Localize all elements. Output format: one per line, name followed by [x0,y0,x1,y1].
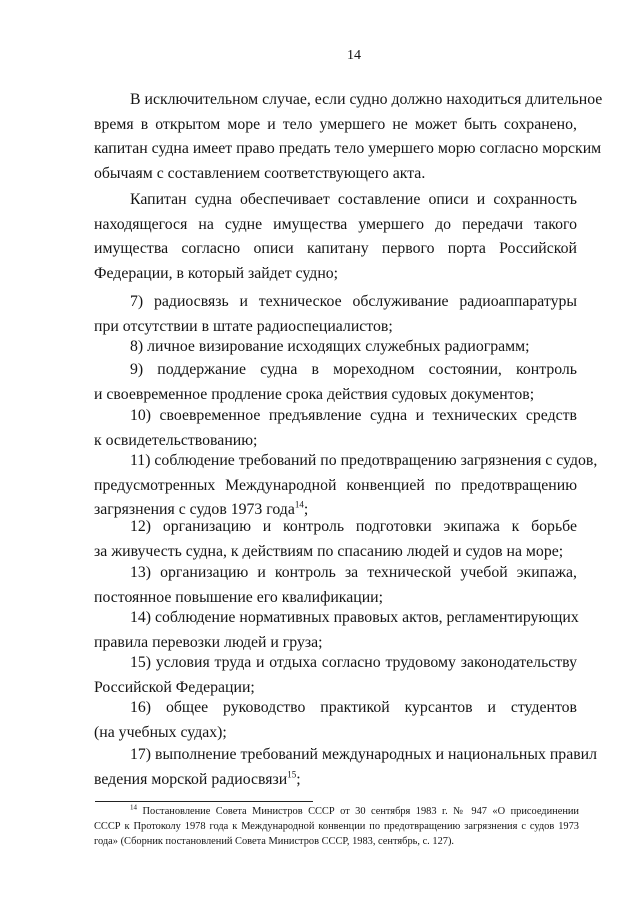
text-line [94,137,602,162]
line-text: Российской Федерации; [94,678,255,696]
line-text: капитан судна имеет право предать тело умершего морю согласно морским [94,140,602,157]
text-line [94,213,577,238]
text-line [94,113,577,138]
line-text: ведения морской радиосвязи [94,770,288,788]
line-text: 12) организацию и контроль подготовки экипажа к борьбе [130,518,577,535]
line-text: 17) выполнение требований международных и национальных правил [130,746,598,763]
text-line [94,474,577,499]
line-text: 8) личное визирование исходящих служебных радиограмм; [130,338,530,355]
footnote-marker: 14 [130,803,137,812]
line-text: загрязнения с судов 1973 года [94,501,295,518]
paragraph [94,606,577,655]
text-line [94,721,577,746]
text-line [94,606,577,631]
line-text: к освидетельствованию; [94,431,258,449]
paragraph [94,404,577,453]
paragraph [94,561,577,610]
line-text: при отсутствии в штате радиоспециалистов; [94,317,393,335]
text-line [94,561,577,586]
paragraph [94,335,577,360]
text-line [94,188,577,213]
line-text: 11) соблюдение требований по предотвращению загрязнения с судов, [130,452,598,469]
line-text: 7) радиосвязь и техническое обслуживание радиоаппаратуры [130,293,577,310]
text-line [94,237,577,262]
page-number: 14 [347,48,361,63]
text-line [94,358,577,383]
footnote-text: СССР к Протоколу 1978 года к Международной конвенции по предотвращению загрязнения с судов 1973 [94,821,579,832]
paragraph [94,290,577,339]
paragraph [94,449,598,523]
text-line [94,515,577,540]
footnote-reference: 15 [287,769,297,780]
line-text: 10) своевременное предъявление судна и технических средств [130,407,577,424]
line-text: Федерации, в который зайдет судно; [94,264,339,282]
line-text: 13) организацию и контроль за технической учебой экипажа, [130,564,577,581]
text-line [94,449,598,474]
footnote-line [94,819,579,834]
paragraph [94,651,577,700]
line-text: 16) общее руководство практикой курсантов и студентов [130,699,577,716]
line-tail: ; [303,501,309,518]
line-text: 14) соблюдение нормативных правовых актов, регламентирующих [130,609,579,626]
paragraph [94,743,598,792]
line-text: за живучесть судна, к действиям по спасанию людей и судов на море; [94,542,564,560]
line-text: обычаям с составлением соответствующего акта. [94,164,426,182]
line-text: время в открытом море и тело умершего не может быть сохранено, [94,115,577,133]
text-line [94,743,598,768]
line-text: и своевременное продление срока действия судовых документов; [94,385,535,403]
footnote [94,804,579,849]
footnote-reference: 14 [294,499,304,510]
paragraph [94,515,577,564]
text-line [94,335,577,360]
line-text: 15) условия труда и отдыха согласно трудовому законодательству [130,654,577,671]
paragraph [94,88,603,186]
paragraph [94,188,577,286]
text-line [94,696,577,721]
text-line [94,404,577,429]
paragraph [94,358,577,407]
line-text: постоянное повышение его квалификации; [94,588,383,606]
paragraph [94,696,577,745]
line-text: В исключительном случае, если судно должно находиться длительное [130,91,603,108]
line-text: правила перевозки людей и груза; [94,633,323,651]
text-line [94,162,577,187]
footnote-line [94,804,579,819]
text-line [94,88,603,113]
line-tail: ; [296,770,301,788]
text-line [94,262,577,287]
text-line [94,651,577,676]
footnote-text: Постановление Совета Министров СССР от 30 сентября 1983 г. № 947 «О присоединении [137,806,579,817]
line-text: находящегося на судне имущества умершего до передачи такого [94,215,577,233]
line-text: предусмотренных Международной конвенцией по предотвращению [94,476,577,494]
line-text: (на учебных судах); [94,723,227,741]
line-text: Капитан судна обеспечивает составление описи и сохранность [130,191,577,208]
text-line [94,290,577,315]
footnote-line [94,834,579,849]
text-line [94,768,577,793]
line-text: 9) поддержание судна в мореходном состоянии, контроль [130,361,577,378]
footnote-text: года» (Сборник постановлений Совета Министров СССР, 1983, сентябрь, с. 127). [94,836,455,847]
line-text: имущества согласно описи капитану первого порта Российской [94,240,577,257]
footnote-separator [95,801,313,802]
